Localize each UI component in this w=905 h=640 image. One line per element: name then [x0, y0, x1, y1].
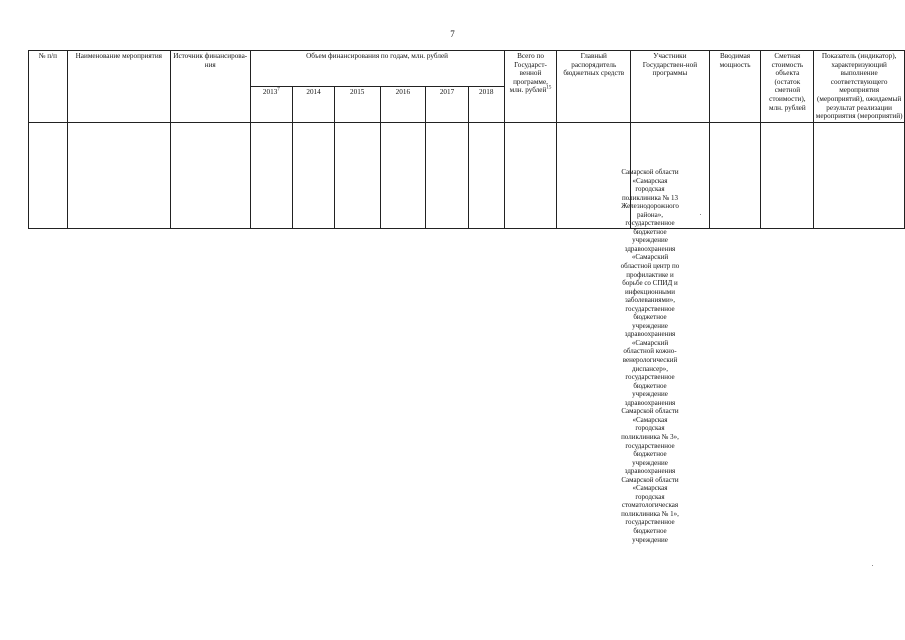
program-table: [28, 50, 905, 229]
table-row: [29, 122, 905, 228]
header-year-2013: 2013$^7$: [250, 86, 293, 122]
header-estimated-cost: Сметная стоимость объекта (остаток сметной стоимости), млн. рублей: [761, 51, 814, 123]
participants-line: государственное: [625, 518, 675, 527]
participants-line: «Самарская: [632, 484, 668, 493]
cell-no: [29, 122, 68, 228]
header-budget-manager: Главный распорядитель бюджетных средств: [557, 51, 631, 123]
header-year-2016: 2016: [380, 86, 426, 122]
participants-line: борьбе со СПИД и: [622, 279, 678, 288]
participants-line: венерологический: [622, 356, 678, 365]
participants-line: учреждение: [632, 321, 668, 330]
cell-capacity: [709, 122, 761, 228]
header-year-2017: 2017: [426, 86, 469, 122]
header-year-2018: 2018: [468, 86, 504, 122]
participants-line: здравоохранения: [624, 244, 676, 253]
participants-line: «Самарский: [631, 253, 669, 262]
participants-line: областной кожно-: [623, 347, 677, 356]
cell-2018: [468, 122, 504, 228]
participants-line: бюджетное: [633, 227, 667, 236]
header-capacity: Вводимая мощность: [709, 51, 761, 123]
participants-line: областной центр по: [620, 262, 680, 271]
cell-indicator: [814, 122, 905, 228]
participants-line: стоматологическая: [621, 501, 679, 510]
participants-line: Железнодорожного: [621, 202, 679, 211]
cell-2013: [250, 122, 293, 228]
participants-text: [612, 168, 688, 544]
participants-line: бюджетное: [633, 381, 667, 390]
header-participants: Участники Государствен-ной программы: [631, 51, 710, 123]
header-year-2014: 2014: [293, 86, 335, 122]
participants-line: поликлиника № 1»,: [621, 509, 679, 518]
participants-line: государственное: [625, 219, 675, 228]
participants-line: Самарской области: [621, 168, 679, 176]
scan-speck: [872, 565, 873, 566]
participants-line: здравоохранения: [624, 398, 676, 407]
participants-line: поликлиника № 3»,: [621, 432, 679, 441]
participants-line: учреждение: [632, 236, 668, 245]
participants-line: бюджетное: [633, 526, 667, 535]
header-no: № п/п: [29, 51, 68, 123]
header-year-2015: 2015: [334, 86, 380, 122]
cell-estimated-cost: [761, 122, 814, 228]
participants-line: государственное: [625, 304, 675, 313]
participants-line: бюджетное: [633, 450, 667, 459]
header-funding-by-year: Объем финансирования по годам, млн. рублей: [250, 51, 504, 87]
participants-line: Самарской области: [621, 475, 679, 484]
participants-line: учреждение: [632, 535, 668, 544]
participants-line: профилактике и: [626, 270, 674, 279]
participants-line: учреждение: [632, 390, 668, 399]
scan-speck: [700, 214, 701, 215]
participants-line: государственное: [625, 441, 675, 450]
participants-line: городская: [635, 185, 665, 194]
cell-2015: [334, 122, 380, 228]
participants-line: городская: [635, 424, 665, 433]
participants-line: государственное: [625, 373, 675, 382]
cell-2014: [293, 122, 335, 228]
participants-line: «Самарская: [632, 176, 668, 185]
cell-source: [170, 122, 250, 228]
cell-name: [67, 122, 170, 228]
participants-line: городская: [635, 492, 665, 501]
participants-line: бюджетное: [633, 313, 667, 322]
participants-line: поликлиника № 13: [621, 193, 679, 202]
participants-line: здравоохранения: [624, 330, 676, 339]
header-total: Всего по Государст-венной программе, млн. рублей$^{15}$: [504, 51, 557, 123]
participants-line: учреждение: [632, 458, 668, 467]
participants-line: заболеваниями»,: [625, 296, 675, 305]
cell-total: [504, 122, 557, 228]
header-source: Источник финансирова-ния: [170, 51, 250, 123]
participants-line: Самарской области: [621, 407, 679, 416]
cell-2016: [380, 122, 426, 228]
participants-line: «Самарская: [632, 415, 668, 424]
cell-2017: [426, 122, 469, 228]
participants-line: диспансер»,: [631, 364, 669, 373]
participants-line: инфекционными: [625, 287, 675, 296]
page-number: 7: [450, 29, 455, 39]
participants-line: «Самарский: [631, 338, 669, 347]
participants-line: здравоохранения: [624, 467, 676, 476]
header-name: Наименование мероприятия: [67, 51, 170, 123]
participants-line: района»,: [637, 210, 663, 219]
header-indicator: Показатель (индикатор), характеризующий выполнение соответствующего мероприятия (мероприятий), ожидаемый результат реализации мероприятия (мероприятий): [814, 51, 905, 123]
